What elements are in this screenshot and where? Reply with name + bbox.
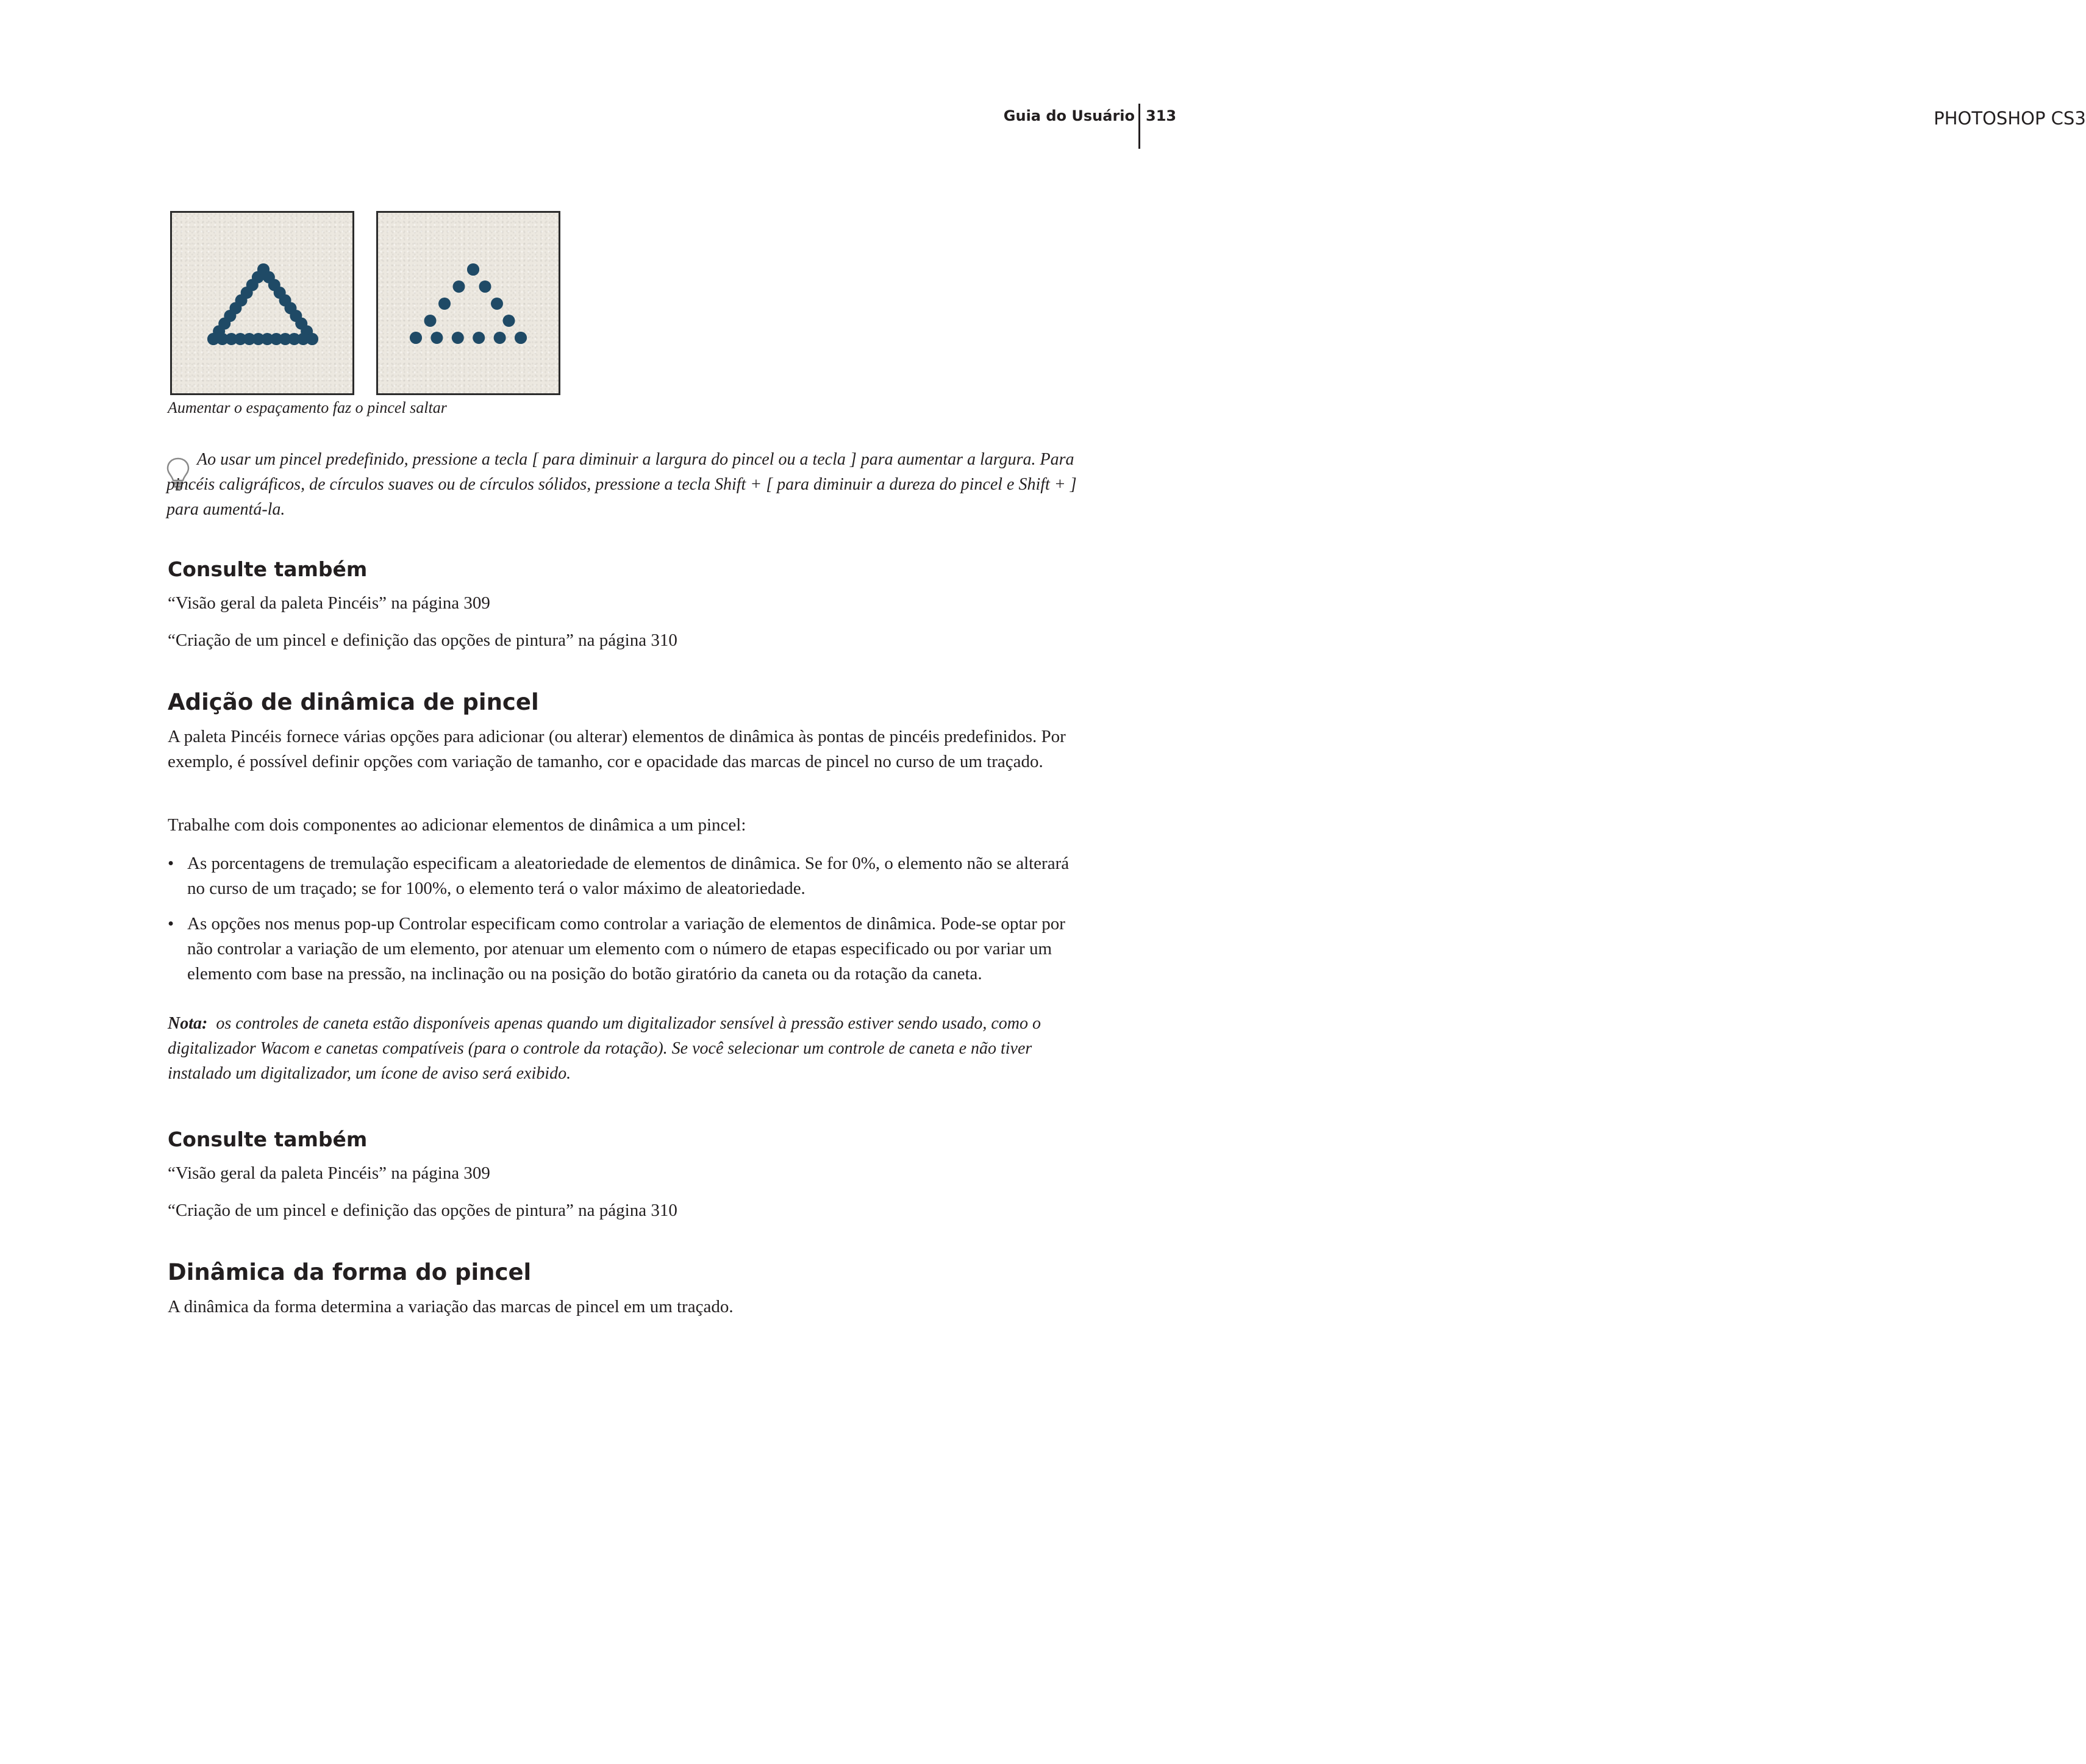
see-also-link[interactable]: “Criação de um pincel e definição das opções de pintura” na página 310 [168,1201,677,1220]
body-paragraph: Trabalhe com dois componentes ao adicionar elementos de dinâmica a um pincel: [168,815,746,835]
triangle-spaced-strokes [378,213,559,393]
header-product: PHOTOSHOP CS3 [1934,108,2086,129]
brush-dot [473,332,485,344]
triangle-dense-strokes [172,213,352,393]
brush-dot [503,315,515,327]
brush-dot [479,280,491,293]
section-heading: Adição de dinâmica de pincel [168,689,539,715]
see-also-heading: Consulte também [168,1127,368,1151]
see-also-heading: Consulte também [168,557,368,581]
header-divider [1138,104,1140,149]
body-paragraph: A paleta Pincéis fornece várias opções para adicionar (ou alterar) elementos de dinâmica às pontas de pincéis predefinidos. Por exemplo, é possível definir opções com variação de tamanho, cor e opacidade das marcas de pincel no curso de um traçado. [168,727,1066,771]
see-also-link[interactable]: “Visão geral da paleta Pincéis” na página 309 [168,1163,490,1183]
brush-dot [491,298,503,310]
body-paragraph: A dinâmica da forma determina a variação das marcas de pincel em um traçado. [168,1297,734,1316]
brush-dot [424,315,437,327]
brush-dot [453,280,465,293]
brush-dot [306,333,318,345]
brush-dot [515,332,527,344]
tip-text: Ao usar um pincel predefinido, pressione a tecla [ para diminuir a largura do pincel ou a tecla ] para aumentar a largura. Para pincéis caligráficos, de círculos suaves ou de círculos sólidos, pressione a tecla Shift + [ para diminuir a dureza do pincel e Shift + ] para aumentá-la. [166,450,1077,519]
brush-dot [410,332,422,344]
bullet-text: As porcentagens de tremulação especificam a aleatoriedade de elementos de dinâmica. Se for 0%, o elemento não se alterará no curso de um traçado; se for 100%, o elemento terá o valor máximo de aleatoriedade. [187,854,1070,898]
brush-dot [467,263,479,276]
figure-spacing-low [170,211,354,395]
bullet-marker: • [168,854,174,873]
figure-spacing-high [376,211,560,395]
bullet-marker: • [168,914,174,934]
brush-dot [438,298,451,310]
note-label: Nota: [168,1014,208,1033]
figure-caption: Aumentar o espaçamento faz o pincel saltar [168,399,447,416]
bullet-text: As opções nos menus pop-up Controlar especificam como controlar a variação de elementos de dinâmica. Pode-se optar por não controlar a variação de um elemento, por atenuar um elemento com o número de etapas especificado ou por variar um elemento com base na pressão, na inclinação ou na posição do botão giratório da caneta ou da rotação da caneta. [187,914,1065,984]
brush-dot [494,332,506,344]
note-text: os controles de caneta estão disponíveis apenas quando um digitalizador sensível à pressão estiver sendo usado, como o digitalizador Wacom e canetas compatíveis (para o controle da rotação). Se você selecionar um controle de caneta e não tiver instalado um digitalizador, um ícone de aviso será exibido. [168,1014,1041,1083]
see-also-link[interactable]: “Criação de um pincel e definição das opções de pintura” na página 310 [168,630,677,650]
brush-dot [430,332,443,344]
brush-dot [452,332,464,344]
header-guide-title: Guia do Usuário [1003,107,1135,124]
section-heading: Dinâmica da forma do pincel [168,1259,532,1285]
see-also-link[interactable]: “Visão geral da paleta Pincéis” na página 309 [168,593,490,613]
note-paragraph [168,1011,1082,1086]
page-number: 313 [1146,107,1177,124]
